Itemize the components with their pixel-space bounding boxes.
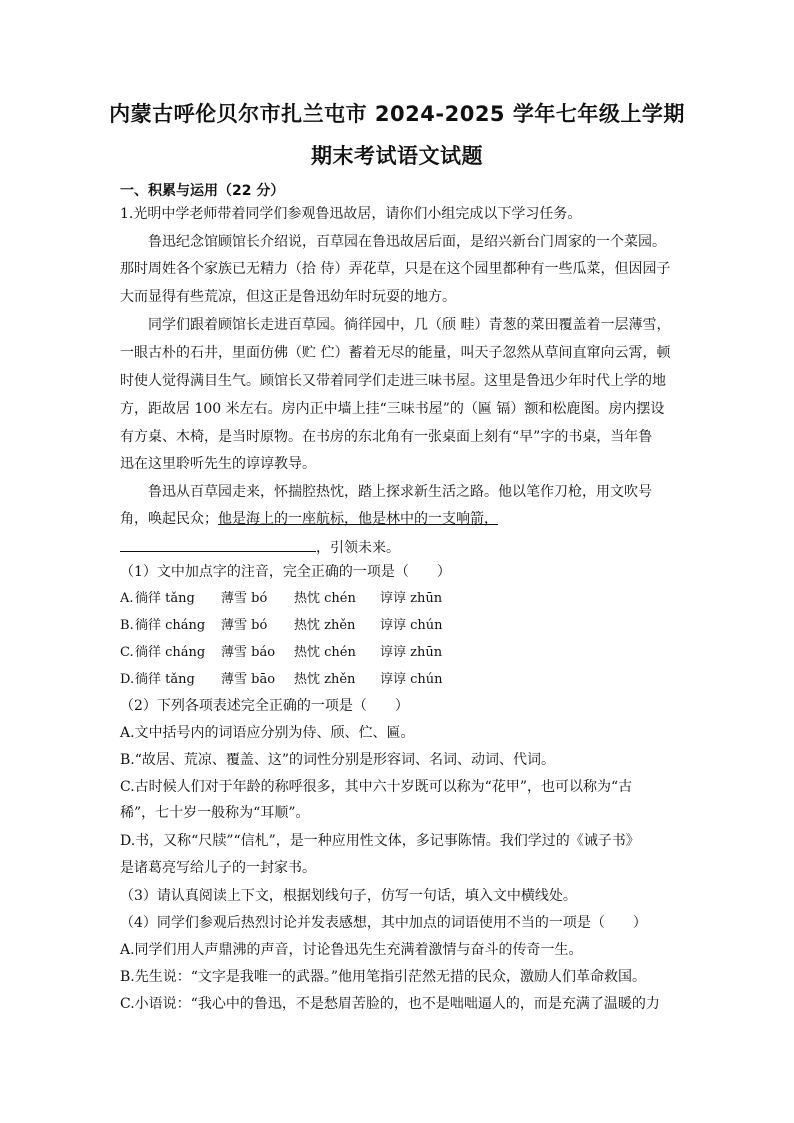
- option-d-cont: 是诸葛亮写给儿子的一封家书。: [120, 860, 316, 876]
- exam-title-line1: 内蒙古呼伦贝尔市扎兰屯市 2024-2025 学年七年级上学期: [109, 102, 685, 126]
- option-word: 徜徉 tǎng: [135, 591, 195, 606]
- option-word: 谆谆 chún: [380, 672, 443, 687]
- option-d: D.书，又称“尺牍”“信札”，是一种应用性文体，多记事陈情。我们学过的《诫子书》: [120, 833, 640, 849]
- option-word: 热忱 chén: [294, 645, 356, 660]
- option-word: 热忱 zhěn: [294, 618, 356, 633]
- option-word: 薄雪 bó: [221, 618, 268, 633]
- paragraph-2-line: 方，距故居 100 米左右。房内正中墙上挂“三味书屋”的（匾 镉）额和松鹿图。房内摆设: [120, 401, 665, 417]
- exam-title-line2: 期末考试语文试题: [311, 144, 483, 168]
- underlined-sentence: 他是海上的一座航标，他是林中的一支响箭，: [218, 511, 498, 527]
- question-1-stem: 1.光明中学老师带着同学们参观鲁迅故居，请你们小组完成以下学习任务。: [120, 206, 582, 222]
- option-word: 谆谆 chún: [380, 618, 443, 633]
- option-a: A.同学们用人声鼎沸的声音，讨论鲁迅先生充满着激情与奋斗的传奇一生。: [120, 942, 583, 958]
- paragraph-3-line: [120, 537, 400, 558]
- paragraph-1-line: 那时周姓各个家族已无精力（拾 侍）弄花草，只是在这个园里都种有一些瓜菜，但因园子: [120, 261, 671, 277]
- paragraph-3-text: ，引领未来。: [316, 540, 400, 556]
- option-word: 徜徉 cháng: [135, 618, 206, 633]
- option-word: 薄雪 bó: [221, 591, 268, 606]
- option-word: 热忱 chén: [294, 591, 356, 606]
- option-b: B.“故居、荒凉、覆盖、这”的词性分别是形容词、名词、动词、代词。: [120, 752, 556, 768]
- paragraph-2-line: 一眼古朴的石井，里面仿佛（贮 伫）蓄着无尽的能量，叫天子忽然从草间直窜向云霄，顿: [120, 345, 671, 361]
- option-word: 徜徉 tǎng: [135, 672, 195, 687]
- option-a: A.文中括号内的词语应分别为侍、颀、伫、匾。: [120, 725, 415, 741]
- paragraph-3-line: 鲁迅从百草园走来，怀揣腔热忱，踏上探求新生活之路。他以笔作刀枪，用文吹号: [148, 484, 652, 500]
- paragraph-1-line: 大而显得有些荒凉，但这正是鲁迅幼年时玩耍的地方。: [120, 289, 456, 305]
- section-heading: 一、积累与运用（22 分）: [120, 183, 285, 199]
- subquestion-1-stem: （1）文中加点字的注音，完全正确的一项是（ ）: [120, 564, 451, 580]
- option-label: D.: [120, 672, 135, 687]
- option-word: 热忱 zhěn: [294, 672, 356, 687]
- option-word: 薄雪 bāo: [221, 672, 276, 687]
- paragraph-3-text: 角，唤起民众；: [120, 511, 218, 527]
- option-word: 谆谆 zhūn: [380, 591, 443, 606]
- fill-in-blank[interactable]: [120, 537, 316, 552]
- option-label: B.: [120, 618, 134, 633]
- paragraph-1-line: 鲁迅纪念馆顾馆长介绍说，百草园在鲁迅故居后面，是绍兴新台门周家的一个菜园。: [148, 234, 666, 250]
- option-word: 谆谆 zhūn: [380, 645, 443, 660]
- option-word: 薄雪 báo: [221, 645, 276, 660]
- option-c: C.小语说：“我心中的鲁迅，不是愁眉苦脸的，也不是咄咄逼人的，而是充满了温暖的力: [120, 996, 660, 1012]
- subquestion-3-stem: （3）请认真阅读上下文，根据划线句子，仿写一句话，填入文中横线处。: [120, 888, 577, 904]
- subquestion-2-stem: （2）下列各项表述完全正确的一项是（ ）: [120, 698, 409, 714]
- subquestion-4-stem: （4）同学们参观后热烈讨论并发表感想，其中加点的词语使用不当的一项是（ ）: [120, 915, 647, 931]
- paragraph-2-line: 有方桌、木椅，是当时原物。在书房的东北角有一张桌面上刻有“早”字的书桌，当年鲁: [120, 429, 653, 445]
- paragraph-2-line: 同学们跟着顾馆长走进百草园。徜徉园中，几（颀 畦）青葱的菜田覆盖着一层薄雪，: [148, 317, 671, 333]
- option-label: A.: [120, 591, 134, 606]
- paragraph-2-line: 迅在这里聆听先生的谆谆教导。: [120, 456, 316, 472]
- option-c-cont: 稀”，七十岁一般称为“耳顺”。: [120, 805, 310, 821]
- paragraph-2-line: 时使人觉得满目生气。顾馆长又带着同学们走进三味书屋。这里是鲁迅少年时代上学的地: [120, 373, 666, 389]
- option-c: C.古时候人们对于年龄的称呼很多，其中六十岁既可以称为“花甲”，也可以称为“古: [120, 779, 633, 795]
- option-label: C.: [120, 645, 134, 660]
- paragraph-3-line: [120, 509, 498, 529]
- option-word: 徜徉 cháng: [135, 645, 206, 660]
- option-b: B.先生说：“文字是我唯一的武器。”他用笔指引茫然无措的民众，激励人们革命救国。: [120, 969, 647, 985]
